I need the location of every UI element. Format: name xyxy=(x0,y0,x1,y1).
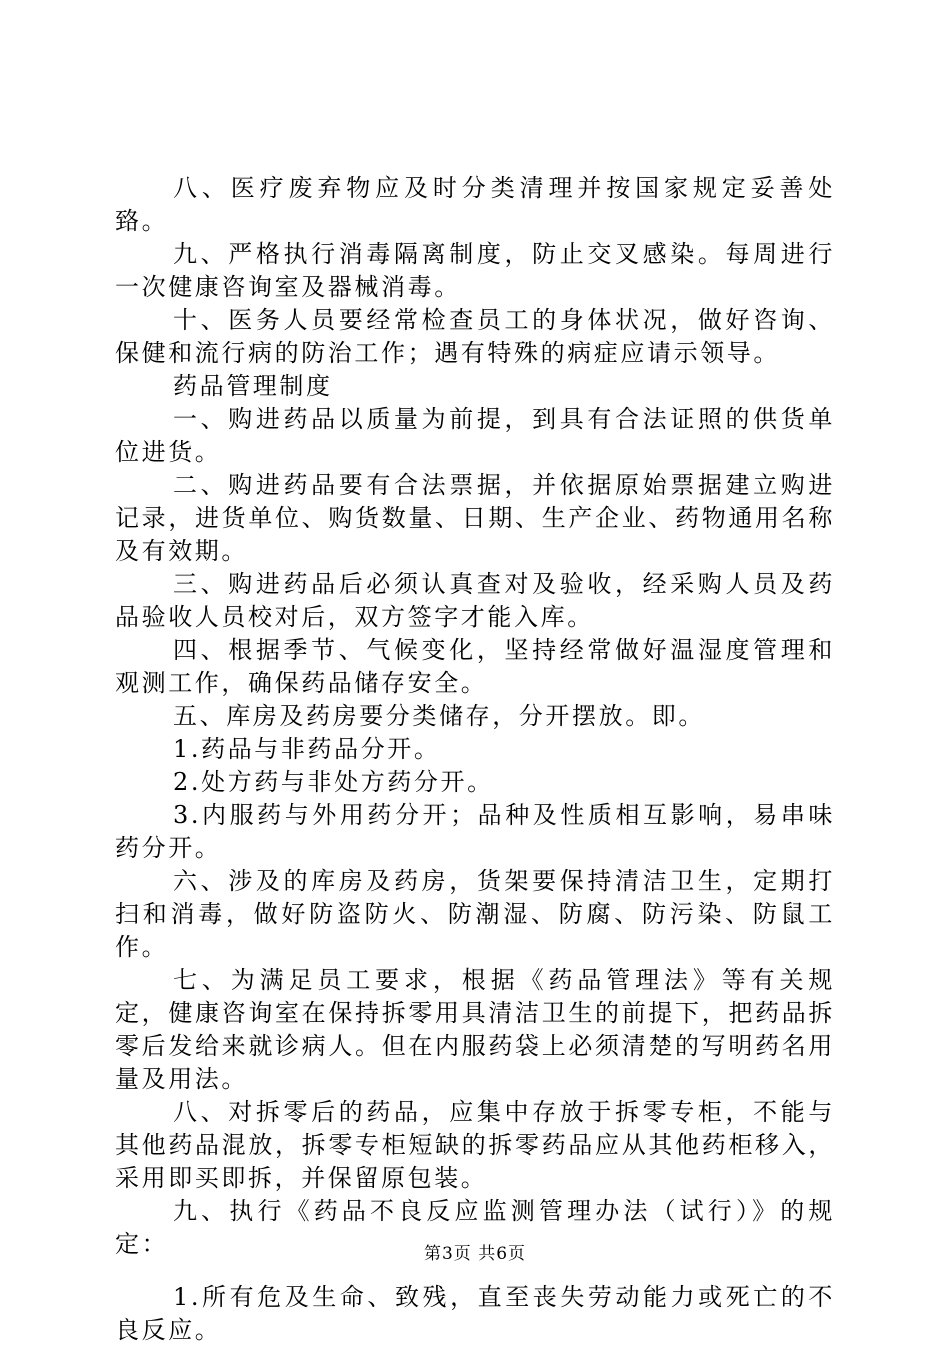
paragraph: 九、严格执行消毒隔离制度，防止交叉感染。每周进行一次健康咨询室及器械消毒。 xyxy=(115,240,835,301)
list-item: 2.处方药与非处方药分开。 xyxy=(173,768,494,796)
paragraph: 五、库房及药房要分类储存，分开摆放。即。 xyxy=(173,702,705,730)
paragraph: 一、购进药品以质量为前提，到具有合法证照的供货单位进货。 xyxy=(115,405,835,466)
list-item: 3.内服药与外用药分开；品种及性质相互影响，易串味药分开。 xyxy=(115,801,835,862)
paragraph: 四、根据季节、气候变化，坚持经常做好温湿度管理和观测工作，确保药品储存安全。 xyxy=(115,636,835,697)
paragraph: 九、执行《药品不良反应监测管理办法（试行）》的规定： xyxy=(115,1197,835,1258)
list-item: 1.药品与非药品分开。 xyxy=(173,735,441,763)
document-body xyxy=(115,172,835,1347)
paragraph: 三、购进药品后必须认真查对及验收，经采购人员及药品验收人员校对后，双方签字才能入库。 xyxy=(115,570,835,631)
paragraph: 十、医务人员要经常检查员工的身体状况，做好咨询、保健和流行病的防治工作；遇有特殊的病症应请示领导。 xyxy=(115,306,835,367)
section-heading: 药品管理制度 xyxy=(173,372,333,400)
page-number-footer: 第3页 共6页 xyxy=(423,1244,527,1264)
paragraph: 二、购进药品要有合法票据，并依据原始票据建立购进记录，进货单位、购货数量、日期、生产企业、药物通用名称及有效期。 xyxy=(115,471,835,565)
paragraph: 七、为满足员工要求，根据《药品管理法》等有关规定，健康咨询室在保持拆零用具清洁卫生的前提下，把药品拆零后发给来就诊病人。但在内服药袋上必须清楚的写明药名用量及用法。 xyxy=(115,966,835,1093)
list-item: 1.所有危及生命、致残，直至丧失劳动能力或死亡的不良反应。 xyxy=(115,1283,835,1344)
paragraph: 八、医疗废弃物应及时分类清理并按国家规定妥善处臵。 xyxy=(115,174,835,235)
paragraph: 六、涉及的库房及药房，货架要保持清洁卫生，定期打扫和消毒，做好防盗防火、防潮湿、防腐、防污染、防鼠工作。 xyxy=(115,867,835,961)
paragraph: 八、对拆零后的药品，应集中存放于拆零专柜，不能与其他药品混放，拆零专柜短缺的拆零药品应从其他药柜移入，采用即买即拆，并保留原包装。 xyxy=(115,1098,835,1192)
